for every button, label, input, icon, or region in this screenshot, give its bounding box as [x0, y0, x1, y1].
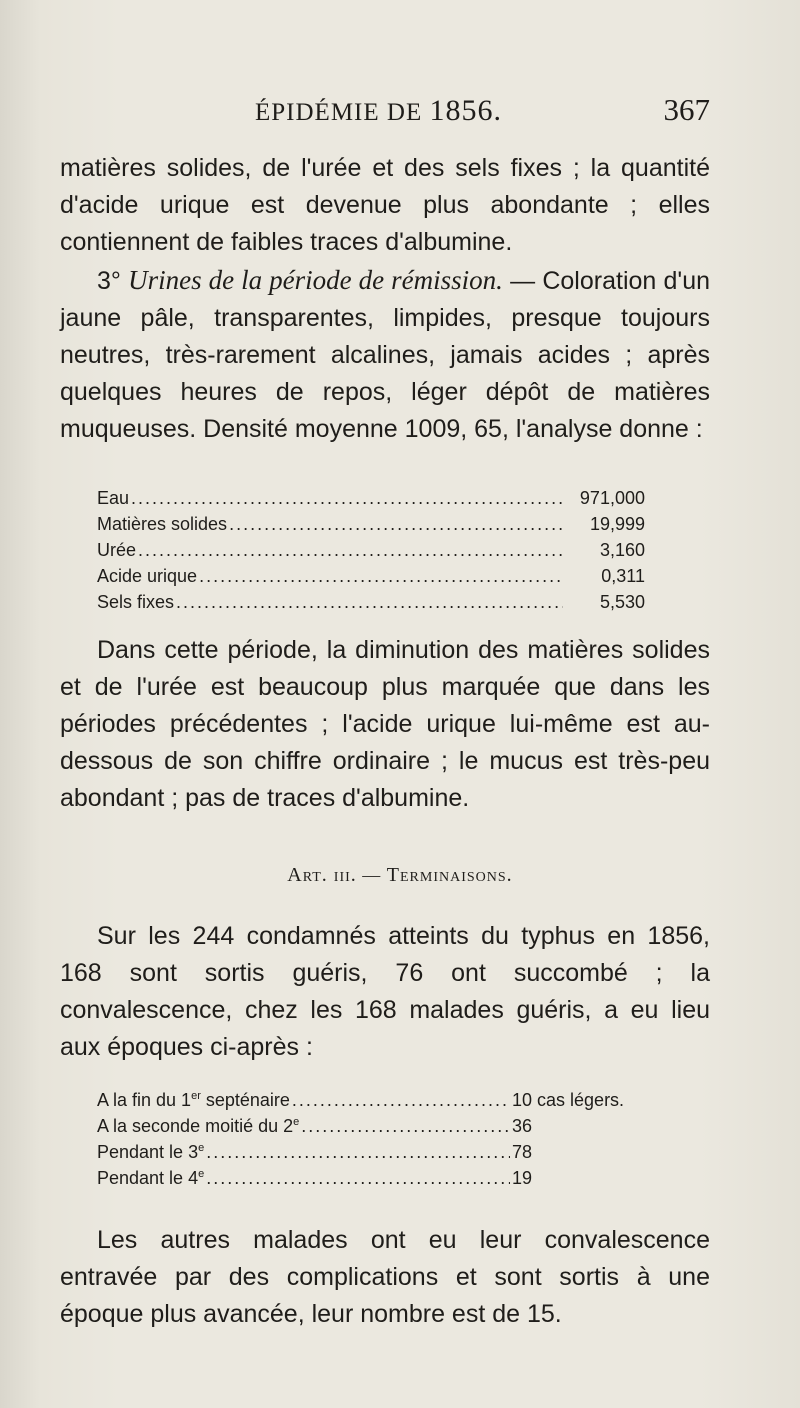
- ordinal-sup: e: [198, 1167, 205, 1180]
- row-value: 971,000: [579, 487, 645, 508]
- ordinal-sup: e: [198, 1141, 205, 1154]
- dot-leader: [176, 592, 563, 613]
- table-row: [97, 485, 645, 511]
- row-label: [97, 1090, 290, 1111]
- page-header: [255, 92, 710, 132]
- table-row: [97, 511, 645, 537]
- row-label: [97, 1116, 299, 1137]
- table-row: [97, 563, 645, 589]
- dot-leader: [199, 566, 563, 587]
- row-value: 5,530: [599, 591, 645, 612]
- paragraph-2-number: 3°: [97, 267, 129, 295]
- dot-leader: [206, 1168, 510, 1189]
- row-value: 36: [512, 1115, 533, 1136]
- row-label-a: Pendant le 4: [97, 1167, 199, 1188]
- paragraph-2-title: Urines de la période de rémission.: [128, 265, 503, 295]
- row-label: Sels fixes: [97, 591, 175, 612]
- table-row: [97, 1139, 662, 1165]
- paragraph-3: [60, 632, 710, 817]
- row-label-a: Pendant le 3: [97, 1141, 199, 1162]
- row-label-a: A la seconde moitié du 2: [97, 1115, 294, 1136]
- row-value: 19,999: [589, 513, 645, 534]
- section-heading: [0, 864, 800, 887]
- table-row: [97, 1113, 662, 1139]
- row-value: 0,311: [601, 565, 645, 586]
- running-title-year: 1856.: [429, 94, 502, 127]
- paragraph-4: [60, 918, 710, 1066]
- running-title: [255, 94, 502, 128]
- table-row: [97, 537, 645, 563]
- row-label: Matières solides: [97, 513, 228, 534]
- section-separator: —: [356, 865, 387, 885]
- row-label: [97, 1142, 204, 1163]
- dot-leader: [229, 514, 563, 535]
- indent: [60, 1226, 97, 1254]
- ordinal-sup: er: [191, 1089, 201, 1102]
- row-label: Acide urique: [97, 565, 198, 586]
- row-label-b: septénaire: [200, 1089, 290, 1110]
- row-label: [97, 1168, 204, 1189]
- row-value: 10 cas légers.: [512, 1089, 625, 1110]
- row-label: Eau: [97, 487, 130, 508]
- dot-leader: [301, 1116, 510, 1137]
- dot-leader: [292, 1090, 510, 1111]
- page-number: 367: [663, 92, 710, 127]
- table-row: [97, 1087, 662, 1113]
- dot-leader: [131, 488, 563, 509]
- row-label: Urée: [97, 539, 137, 560]
- section-title: Terminaisons.: [386, 864, 513, 886]
- dot-leader: [138, 540, 563, 561]
- paragraph-5-text: Les autres malades ont eu leur convalescence entravée par des complications et sont sortis à une époque plus avancée, leur nombre est de 15.: [60, 1226, 710, 1328]
- paragraph-2-body: — Coloration d'un jaune pâle, transparentes, limpides, presque toujours neutres, très-rarement alcalines, jamais acides ; après quelques heures de repos, léger dépôt de matières muqueuses. Densité moyenne 1009, 65, l'analyse donne :: [60, 267, 710, 443]
- row-value: 3,160: [599, 539, 645, 560]
- convalescence-table: [97, 1087, 662, 1191]
- urine-analysis-table: [97, 485, 645, 615]
- dot-leader: [206, 1142, 510, 1163]
- paragraph-1: matières solides, de l'urée et des sels fixes ; la quantité d'acide urique est devenue plus abondante ; elles contiennent de faibles traces d'albumine.: [60, 154, 710, 256]
- row-value: 78: [512, 1141, 533, 1162]
- row-label-a: A la fin du 1: [97, 1089, 192, 1110]
- running-title-text: ÉPIDÉMIE DE: [255, 99, 423, 126]
- table-row: [97, 589, 645, 615]
- indent: [60, 922, 97, 950]
- section-article: Art. iii.: [287, 864, 357, 886]
- table-row: [97, 1165, 662, 1191]
- paragraph-2: [60, 262, 710, 448]
- indent: [60, 636, 97, 664]
- row-value: 19: [512, 1167, 533, 1188]
- paragraph-4-text: Sur les 244 condamnés atteints du typhus en 1856, 168 sont sortis guéris, 76 ont succombé ; la convalescence, chez les 168 malades guéris, a eu lieu aux époques ci-après :: [60, 922, 710, 1061]
- ordinal-sup: e: [293, 1115, 300, 1128]
- paragraph-5: [60, 1222, 710, 1333]
- paragraph-3-text: Dans cette période, la diminution des matières solides et de l'urée est beaucoup plus marquée que dans les périodes précédentes ; l'acide urique lui-même est au-dessous de son chiffre ordinaire ; le mucus est très-peu abondant ; pas de traces d'albumine.: [60, 636, 710, 812]
